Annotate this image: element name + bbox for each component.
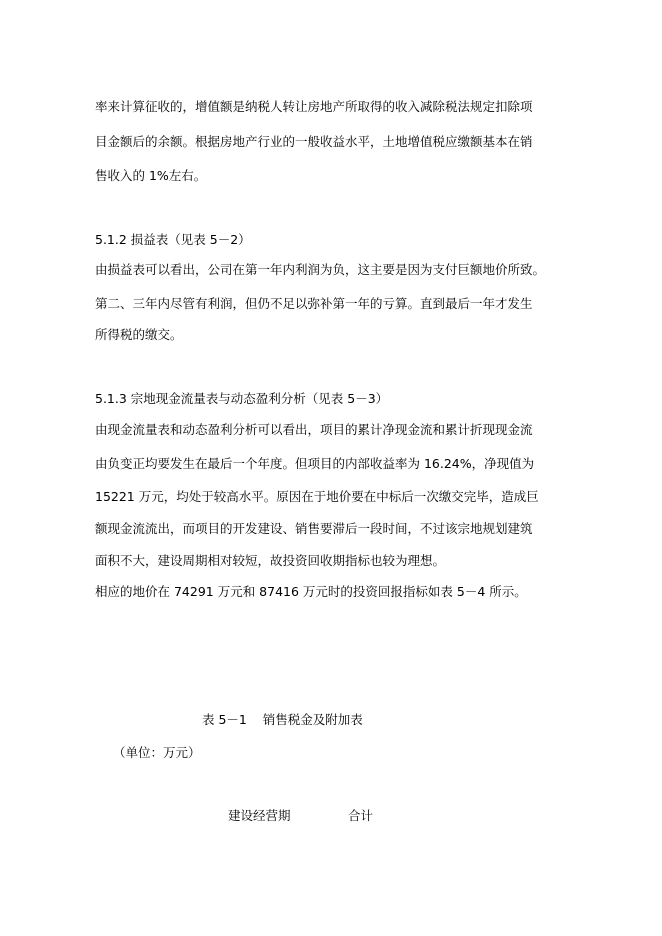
body-text-line: 率来计算征收的，增值额是纳税人转让房地产所取得的收入减除税法规定扣除项 [95, 99, 533, 114]
table-header-total: 合计 [348, 808, 374, 823]
body-text-line: 面积不大，建设周期相对较短，故投资回收期指标也较为理想。 [95, 553, 446, 568]
section-heading-5-1-2: 5.1.2 损益表（见表 5－2） [95, 232, 251, 247]
table-title: 表 5－1 销售税金及附加表 [202, 712, 363, 727]
body-text-line: 售收入的 1%左右。 [95, 168, 207, 183]
body-text-line: 由损益表可以看出，公司在第一年内利润为负，这主要是因为支付巨额地价所致。 [95, 262, 546, 277]
table-unit: （单位：万元） [113, 745, 201, 760]
body-text-line: 相应的地价在 74291 万元和 87416 万元时的投资回报指标如表 5－4 所示。 [95, 584, 527, 599]
body-text-line: 目金额后的余额。根据房地产行业的一般收益水平，土地增值税应缴额基本在销 [95, 134, 533, 149]
body-text-line: 15221 万元，均处于较高水平。原因在于地价要在中标后一次缴交完毕，造成巨 [95, 489, 539, 504]
body-text-line: 由负变正均要发生在最后一个年度。但项目的内部收益率为 16.24%，净现值为 [95, 456, 535, 471]
body-text-line: 第二、三年内尽管有利润，但仍不足以弥补第一年的亏算。直到最后一年才发生 [95, 296, 533, 311]
body-text-line: 额现金流流出，而项目的开发建设、销售要滞后一段时间，不过该宗地规划建筑 [95, 521, 533, 536]
section-heading-5-1-3: 5.1.3 宗地现金流量表与动态盈利分析（见表 5－3） [95, 391, 389, 406]
body-text-line: 由现金流量表和动态盈利分析可以看出，项目的累计净现金流和累计折现现金流 [95, 422, 533, 437]
table-header-construction-period: 建设经营期 [228, 808, 291, 823]
body-text-line: 所得税的缴交。 [95, 327, 183, 342]
